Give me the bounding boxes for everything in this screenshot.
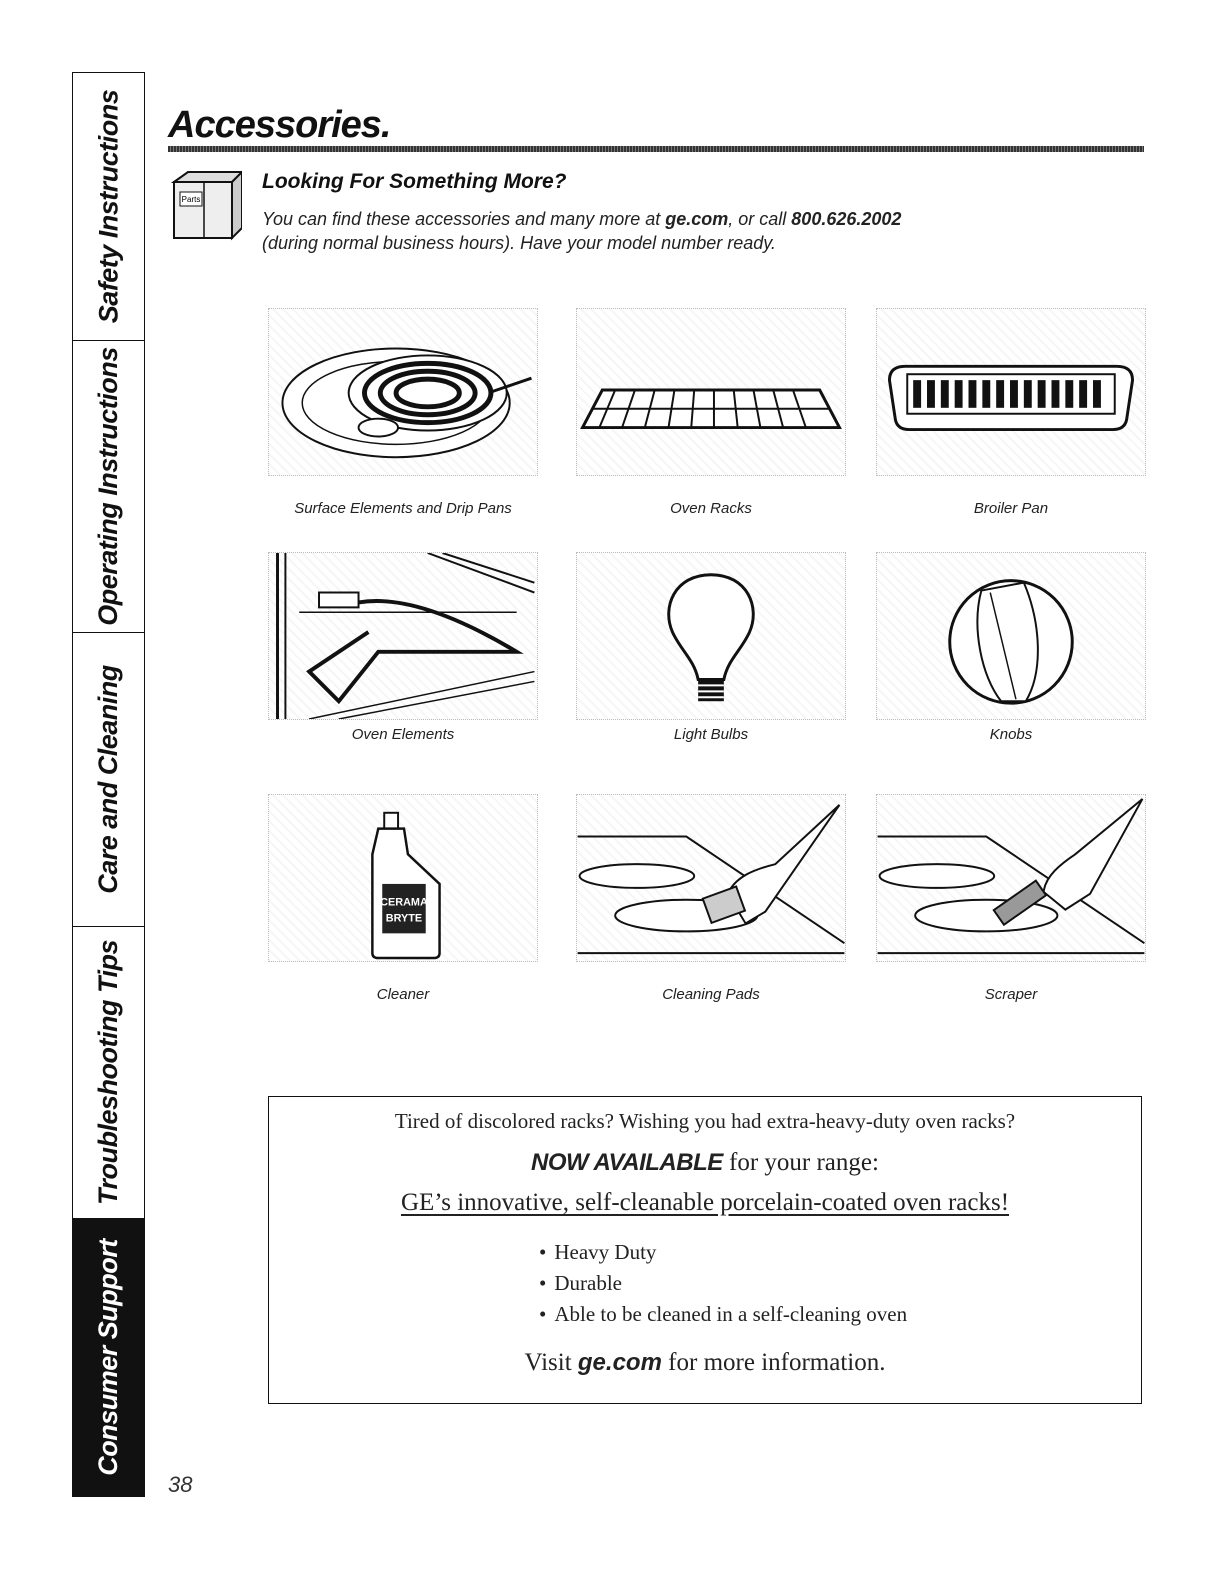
accessory-caption: Knobs	[989, 726, 1033, 743]
accessory-broiler-pan	[876, 308, 1156, 517]
accessory-caption: Surface Elements and Drip Pans	[294, 500, 512, 517]
surface-element-icon	[268, 308, 538, 476]
phone-number: 800.626.2002	[791, 209, 902, 229]
accessory-caption: Scraper	[984, 986, 1038, 1003]
website-link[interactable]: ge.com	[577, 1349, 662, 1376]
svg-text:BRYTE: BRYTE	[385, 912, 423, 925]
list-item: • Able to be cleaned in a self-cleaning oven	[539, 1299, 907, 1330]
cleaning-pad-icon	[576, 794, 846, 962]
accessory-oven-elements	[268, 552, 548, 743]
section-tabs	[72, 72, 145, 1497]
promo-feature-list	[539, 1237, 907, 1330]
oven-rack-icon	[576, 308, 846, 476]
page-number: 38	[168, 1472, 193, 1497]
list-item: • Heavy Duty	[539, 1237, 907, 1268]
accessory-caption: Cleaning Pads	[662, 986, 760, 1003]
title-divider	[168, 146, 1144, 152]
accessory-light-bulbs	[576, 552, 856, 743]
tab-consumer-support[interactable]: Consumer Support	[73, 1219, 144, 1496]
oven-racks-promo	[268, 1096, 1142, 1404]
accessory-caption: Broiler Pan	[973, 500, 1049, 517]
tab-operating-instructions[interactable]: Operating Instructions	[73, 341, 144, 633]
page-title: Accessories.	[168, 104, 391, 146]
tab-care-and-cleaning[interactable]: Care and Cleaning	[73, 633, 144, 927]
accessory-caption: Light Bulbs	[673, 726, 749, 743]
intro-heading: Looking For Something More?	[262, 170, 567, 193]
promo-availability: NOW AVAILABLE for your range:	[531, 1149, 879, 1176]
accessory-caption: Cleaner	[376, 986, 430, 1003]
accessory-oven-racks	[576, 308, 856, 517]
now-available-label: NOW AVAILABLE	[531, 1149, 723, 1176]
scraper-icon	[876, 794, 1146, 962]
knob-icon	[876, 552, 1146, 720]
accessory-caption: Oven Racks	[670, 500, 752, 517]
promo-visit-line: Visit ge.com for more information.	[524, 1349, 886, 1376]
accessory-scraper	[876, 794, 1156, 1003]
accessory-cleaning-pads	[576, 794, 856, 1003]
accessory-surface-elements	[268, 308, 548, 517]
accessory-knobs	[876, 552, 1156, 743]
svg-text:Parts: Parts	[181, 195, 201, 204]
accessory-caption: Oven Elements	[351, 726, 455, 743]
cleaner-bottle-icon	[268, 794, 538, 962]
tab-safety-instructions[interactable]: Safety Instructions	[73, 73, 144, 341]
tab-troubleshooting-tips[interactable]: Troubleshooting Tips	[73, 927, 144, 1219]
oven-element-icon	[268, 552, 538, 720]
intro-text: You can find these accessories and many more at ge.com, or call 800.626.2002 (during normal business hours). Have your model number ready.	[262, 209, 902, 253]
parts-box-icon	[166, 168, 242, 244]
broiler-pan-icon	[876, 308, 1146, 476]
accessory-cleaner	[268, 794, 548, 1003]
promo-question: Tired of discolored racks? Wishing you had extra-heavy-duty oven racks?	[394, 1109, 1016, 1133]
svg-text:CERAMA: CERAMA	[380, 896, 428, 909]
list-item: • Durable	[539, 1268, 907, 1299]
website-link[interactable]: ge.com	[665, 209, 729, 229]
promo-headline: GE’s innovative, self-cleanable porcelain-coated oven racks!	[400, 1189, 1010, 1216]
light-bulb-icon	[576, 552, 846, 720]
